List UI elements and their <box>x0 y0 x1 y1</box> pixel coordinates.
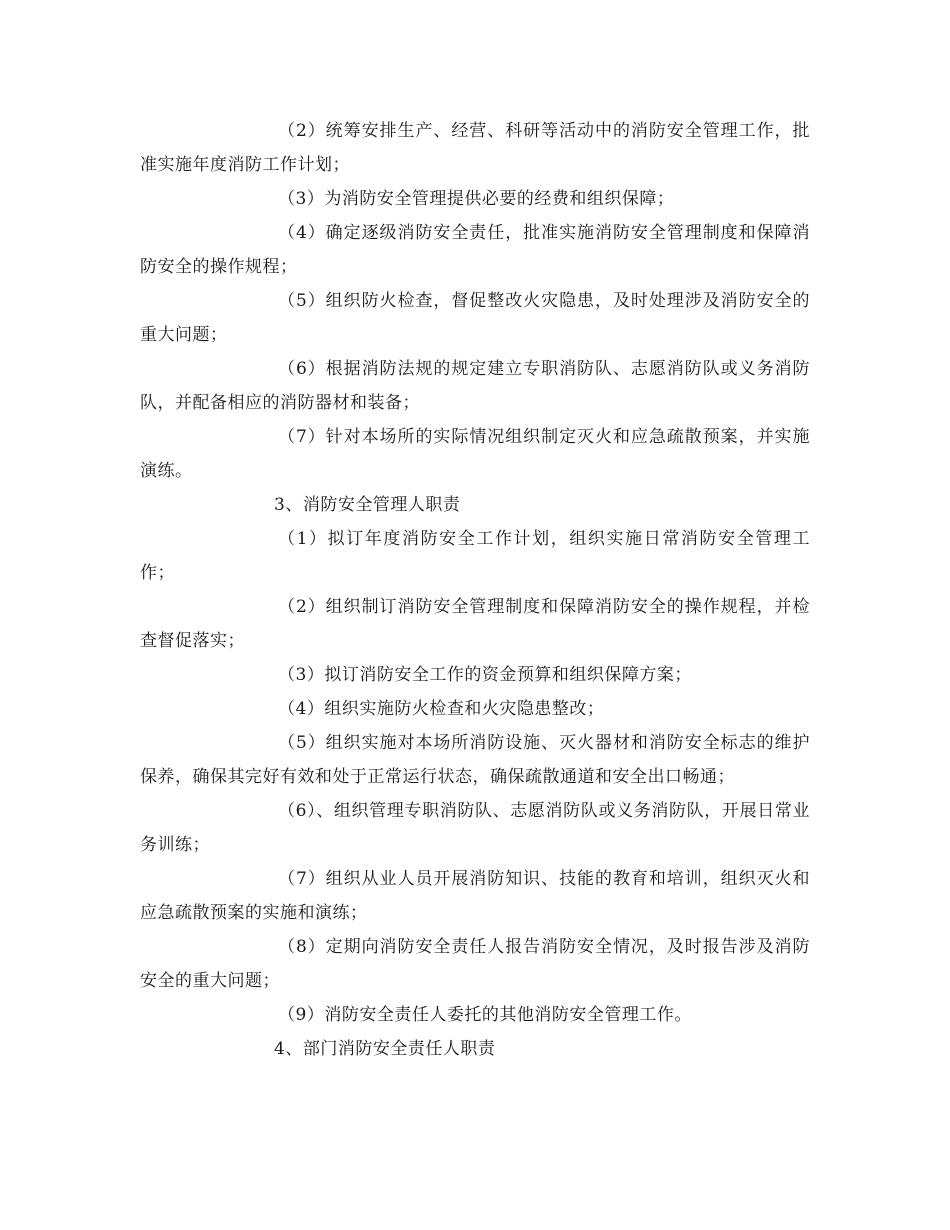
paragraph-item-7-evacuation-plan: （7）针对本场所的实际情况组织制定灭火和应急疏散预案，并实施演练。 <box>140 427 810 481</box>
section-heading-manager-duties: 3、消防安全管理人职责 <box>274 495 461 515</box>
paragraph-manager-item-5: （5）组织实施对本场所消防设施、灭火器材和消防安全标志的维护保养，确保其完好有效和处于正常运行状态，确保疏散通道和安全出口畅通； <box>140 733 810 787</box>
paragraph-manager-item-1: （1）拟订年度消防安全工作计划，组织实施日常消防安全管理工作； <box>140 529 810 583</box>
paragraph-item-6-fire-brigade: （6）根据消防法规的规定建立专职消防队、志愿消防队或义务消防队，并配备相应的消防器材和装备； <box>140 359 810 413</box>
paragraph-manager-item-3: （3）拟订消防安全工作的资金预算和组织保障方案； <box>278 665 692 685</box>
paragraph-manager-item-2: （2）组织制订消防安全管理制度和保障消防安全的操作规程，并检查督促落实； <box>140 597 810 651</box>
paragraph-manager-item-4: （4）组织实施防火检查和火灾隐患整改； <box>278 699 605 719</box>
paragraph-item-2-coordinate-work: （2）统筹安排生产、经营、科研等活动中的消防安全管理工作，批准实施年度消防工作计划； <box>140 121 810 175</box>
paragraph-item-3-funding: （3）为消防安全管理提供必要的经费和组织保障； <box>278 189 675 209</box>
document-body <box>140 114 810 1066</box>
paragraph-item-4-responsibility: （4）确定逐级消防安全责任，批准实施消防安全管理制度和保障消防安全的操作规程； <box>140 223 810 277</box>
paragraph-item-5-inspection: （5）组织防火检查，督促整改火灾隐患，及时处理涉及消防安全的重大问题； <box>140 291 810 345</box>
paragraph-manager-item-6: （6）、组织管理专职消防队、志愿消防队或义务消防队，开展日常业务训练； <box>140 801 810 855</box>
paragraph-manager-item-8: （8）定期向消防安全责任人报告消防安全情况，及时报告涉及消防安全的重大问题； <box>140 937 810 991</box>
section-heading-department-duties: 4、部门消防安全责任人职责 <box>274 1039 496 1059</box>
paragraph-manager-item-7: （7）组织从业人员开展消防知识、技能的教育和培训，组织灭火和应急疏散预案的实施和演练； <box>140 869 810 923</box>
paragraph-manager-item-9: （9）消防安全责任人委托的其他消防安全管理工作。 <box>278 1005 692 1025</box>
